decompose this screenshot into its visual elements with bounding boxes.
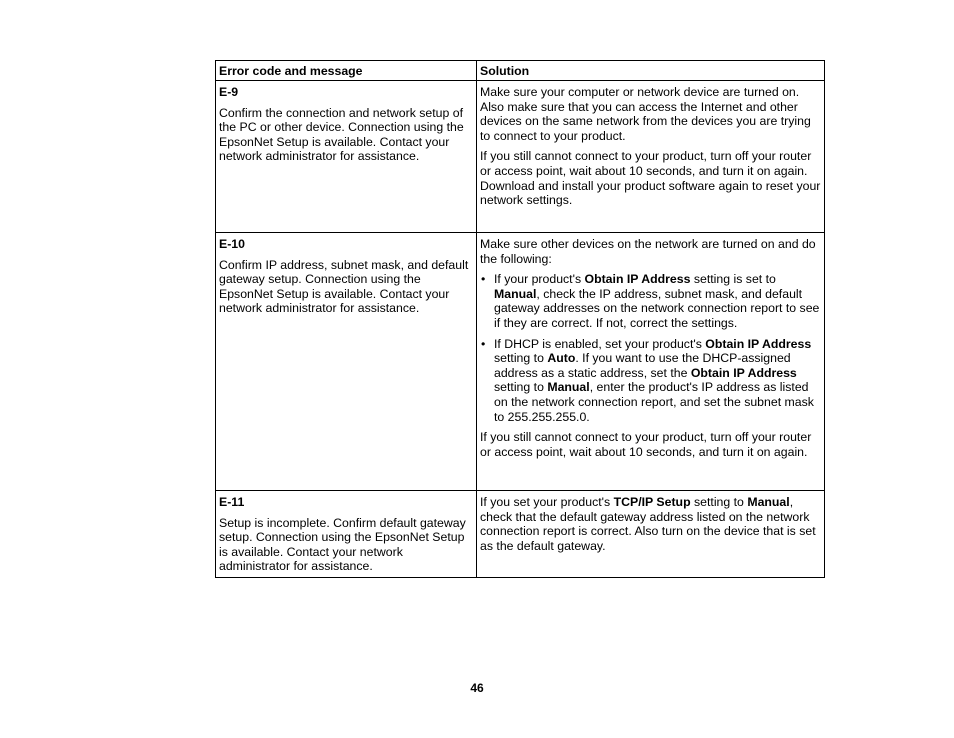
solution-cell [477,491,825,578]
setting-value: Manual [494,286,537,301]
error-code: E-9 [219,85,239,99]
setting-name: TCP/IP Setup [613,495,691,509]
solution-paragraph: Make sure other devices on the network are turned on and do the following: [480,237,816,266]
setting-name: Obtain IP Address [690,365,797,380]
list-item: • If your product's Obtain IP Address setting is set to Manual, check the IP address, subnet mask, and default gateway addresses on the network connection report to see if they are correct. If not, correct the settings. [481,272,820,330]
table-header-row [216,61,825,81]
error-message: Setup is incomplete. Confirm default gateway setup. Connection using the EpsonNet Setup is available. Contact your network administrator for assistance. [219,515,466,574]
error-code: E-11 [219,495,245,509]
table-row [216,233,825,491]
error-cell [216,81,477,233]
solution-cell [477,233,825,491]
bullet-icon: • [481,336,486,351]
setting-value: Auto [547,351,576,366]
solution-cell [477,81,825,233]
setting-name: Obtain IP Address [705,336,812,351]
error-message: Confirm the connection and network setup of the PC or other device. Connection using the EpsonNet Setup is available. Contact your network administrator for assistance. [219,105,464,164]
solution-paragraph: Make sure your computer or network device are turned on. Also make sure that you can access the Internet and other devices on the same network from the devices you are trying to connect to your product. [480,85,811,143]
solution-paragraph: If you still cannot connect to your product, turn off your router or access point, wait about 10 seconds, and turn it on again. [480,430,812,459]
setting-name: Obtain IP Address [584,272,691,287]
page-number: 46 [470,681,484,695]
solution-paragraph: If you still cannot connect to your product, turn off your router or access point, wait about 10 seconds, and turn it on again. Download and install your product software again to reset your network settings. [480,149,821,208]
error-code: E-10 [219,237,245,251]
header-error-code: Error code and message [216,61,477,81]
solution-paragraph: If you set your product's TCP/IP Setup setting to Manual, check that the default gateway address listed on the network connection report is correct. Also turn on the device that is set as the default gateway. [480,495,816,553]
list-item: • If DHCP is enabled, set your product's Obtain IP Address setting to Auto. If you want to use the DHCP-assigned address as a static address, set the Obtain IP Address setting to Manual, enter the product's IP address as listed on the network connection report, and set the subnet mask to 255.255.255.0. [481,336,814,424]
error-cell [216,233,477,491]
table-row [216,491,825,578]
table-row [216,81,825,233]
error-code-table [215,60,825,578]
solution-bullet-list [480,272,822,424]
error-cell [216,491,477,578]
bullet-icon: • [481,272,486,287]
setting-value: Manual [747,495,790,509]
error-message: Confirm IP address, subnet mask, and default gateway setup. Connection using the EpsonNet Setup is available. Contact your network administrator for assistance. [219,257,469,316]
setting-value: Manual [547,380,590,395]
header-solution: Solution [477,61,825,81]
